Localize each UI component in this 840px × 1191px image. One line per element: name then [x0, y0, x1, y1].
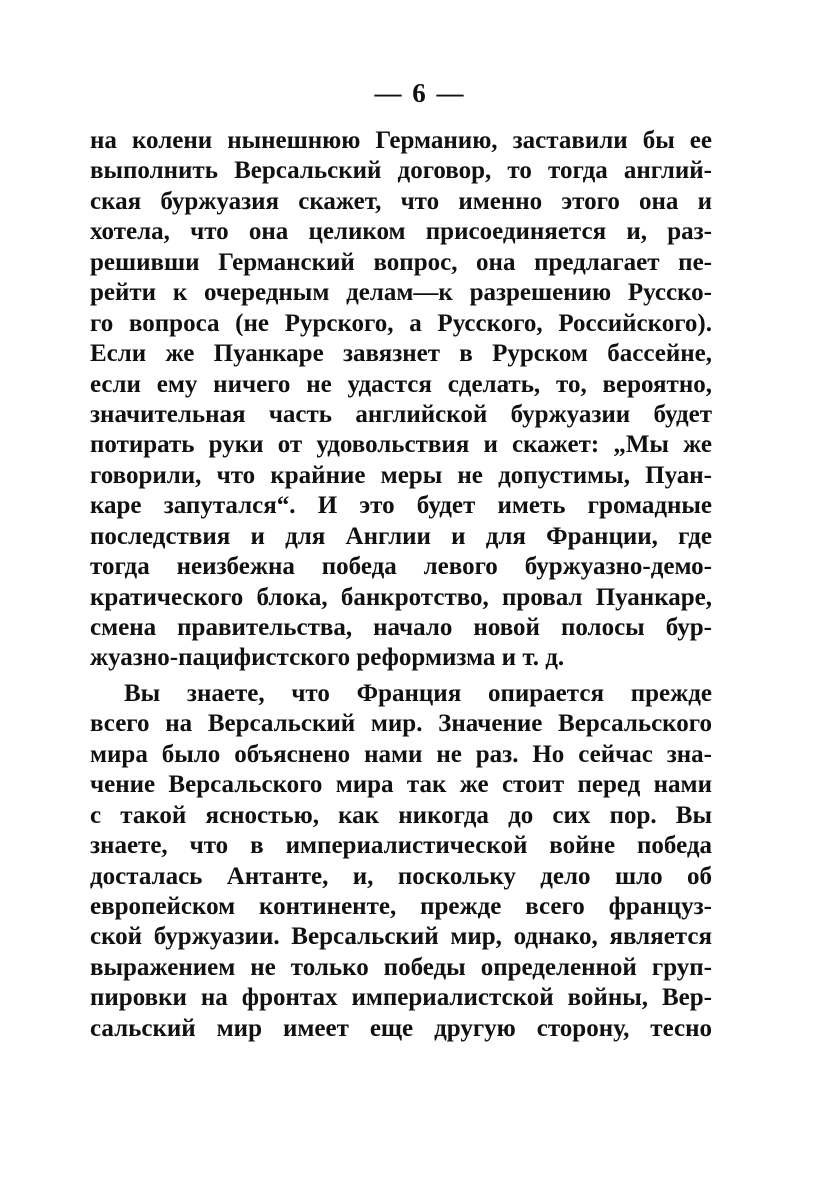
text-line: потирать руки от удовольствия и скажет: „Мы же	[90, 431, 712, 459]
text-line: говорили, что крайние меры не допустимы, Пуан-	[90, 461, 712, 489]
text-line: хотела, что она целиком присоединяется и, раз-	[90, 218, 712, 246]
text-line: досталась Антанте, и, поскольку дело шло об	[90, 862, 712, 890]
text-line: кратического блока, банкротство, провал Пуанкаре,	[90, 583, 712, 611]
text-line: Вы знаете, что Франция опирается прежде	[124, 679, 712, 707]
text-line: ской буржуазии. Версальский мир, однако, является	[90, 923, 712, 951]
text-line: мира было объяснено нами не раз. Но сейчас зна-	[90, 740, 712, 768]
paragraph	[90, 126, 712, 674]
text-line: ская буржуазия скажет, что именно этого она и	[90, 187, 712, 215]
text-line: на колени нынешнюю Германию, заставили бы ее	[90, 127, 712, 154]
text-line: жуазно-пацифистского реформизма и т. д.	[90, 644, 565, 672]
text-line: знаете, что в империалистической войне победа	[90, 832, 712, 860]
text-line: сальский мир имеет еще другую сторону, тесно	[90, 1014, 712, 1042]
text-line: чение Версальского мира так же стоит перед нами	[90, 771, 712, 799]
text-line: решивши Германский вопрос, она предлагает пе-	[90, 248, 712, 276]
text-line: Если же Пуанкаре завязнет в Рурском бассейне,	[90, 340, 712, 368]
text-line: тогда неизбежна победа левого буржуазно-демо-	[90, 553, 712, 581]
text-line: го вопроса (не Рурского, а Русского, Российского).	[90, 309, 712, 337]
text-line: смена правительства, начало новой полосы бур-	[90, 614, 712, 641]
text-line: каре запутался“. И это будет иметь громадные	[90, 492, 712, 520]
text-line: европейском континенте, прежде всего француз-	[90, 892, 712, 920]
text-line: выполнить Версальский договор, то тогда англий-	[90, 157, 712, 185]
body-text	[90, 126, 712, 1044]
text-line: последствия и для Англии и для Франции, где	[90, 522, 712, 550]
paragraph	[90, 679, 712, 1044]
text-line: значительная часть английской буржуазии будет	[90, 400, 712, 428]
text-line: с такой ясностью, как никогда до сих пор. Вы	[90, 801, 712, 829]
text-line: всего на Версальский мир. Значение Версальского	[90, 710, 712, 738]
text-line: выражением не только победы определенной груп-	[90, 953, 712, 981]
text-line: рейти к очередным делам—к разрешению Русско-	[90, 279, 712, 307]
text-line: пировки на фронтах империалистской войны, Вер-	[90, 984, 712, 1012]
text-line: если ему ничего не удастся сделать, то, вероятно,	[90, 370, 712, 398]
page-number: — 6 —	[374, 78, 466, 108]
